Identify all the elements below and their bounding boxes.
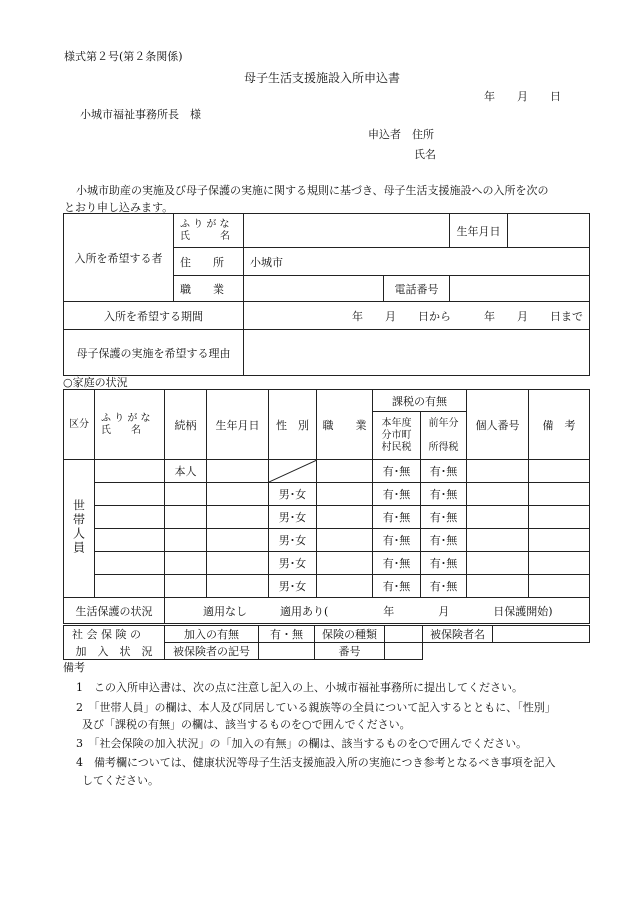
- personal-number-header: 個人番号: [467, 390, 529, 460]
- personal-number-cell[interactable]: [467, 529, 529, 552]
- applicant-address-label: 申込者 住所: [368, 128, 434, 141]
- phone-field[interactable]: [450, 276, 590, 302]
- applicant-row-label: 入所を希望する者: [64, 214, 174, 302]
- family-section-title: ○家庭の状況: [63, 376, 128, 389]
- sex-cell[interactable]: 男･女: [269, 483, 317, 506]
- furigana-header: ふ り が な 氏 名: [95, 390, 165, 460]
- note-4a: 4 備考欄については、健康状況等母子生活支援施設入所の実施につき参考となるべき事項を記入: [76, 756, 556, 769]
- note-4b: してください。: [82, 774, 159, 787]
- tax-current-cell[interactable]: 有･無: [373, 483, 421, 506]
- applicant-name-field[interactable]: [244, 214, 450, 248]
- welfare-label: 生活保護の状況: [64, 598, 165, 624]
- applicant-table: [63, 213, 590, 376]
- birthdate-cell[interactable]: [207, 460, 269, 483]
- remarks-cell[interactable]: [529, 460, 590, 483]
- relation-cell[interactable]: [165, 529, 207, 552]
- insurance-table: [63, 625, 590, 660]
- address-label: 住 所: [174, 248, 244, 276]
- personal-number-cell[interactable]: [467, 483, 529, 506]
- intro-line-2: とおり申し込みます。: [64, 201, 174, 214]
- sex-cell[interactable]: 男･女: [269, 575, 317, 598]
- tax-previous-cell[interactable]: 有･無: [421, 575, 467, 598]
- reason-label: 母子保護の実施を希望する理由: [64, 330, 244, 376]
- remarks-cell[interactable]: [529, 575, 590, 598]
- insured-symbol-field[interactable]: [259, 643, 315, 660]
- sex-header: 性 別: [269, 390, 317, 460]
- tax-previous-cell[interactable]: 有･無: [421, 529, 467, 552]
- occupation-header: 職 業: [317, 390, 373, 460]
- insurance-label-2: 加 入 状 況: [64, 643, 165, 660]
- furigana-cell[interactable]: [95, 460, 165, 483]
- personal-number-cell[interactable]: [467, 575, 529, 598]
- applicant-name-label: 氏名: [414, 148, 436, 161]
- furigana-cell[interactable]: [95, 483, 165, 506]
- address-field[interactable]: 小城市: [244, 248, 590, 276]
- occupation-label: 職 業: [174, 276, 244, 302]
- tax-group-header: 課税の有無: [373, 390, 467, 412]
- birthdate-header: 生年月日: [207, 390, 269, 460]
- addressee: 小城市福祉事務所長 様: [80, 108, 201, 121]
- birthdate-cell[interactable]: [207, 552, 269, 575]
- table-row: [64, 483, 590, 506]
- tax-previous-cell[interactable]: 有･無: [421, 483, 467, 506]
- intro-line-1: 小城市助産の実施及び母子保護の実施に関する規則に基づき、母子生活支援施設への入所を次の: [76, 184, 549, 197]
- sex-cell[interactable]: 男･女: [269, 506, 317, 529]
- occupation-cell[interactable]: [317, 460, 373, 483]
- personal-number-cell[interactable]: [467, 460, 529, 483]
- note-2b: 及び「課税の有無」の欄は、該当するものを○で囲んでください。: [82, 718, 411, 731]
- note-3: 3 「社会保険の加入状況」の「加入の有無」の欄は、該当するものを○で囲んでください。: [76, 737, 528, 750]
- insured-name-field[interactable]: [493, 626, 590, 643]
- birthdate-cell[interactable]: [207, 483, 269, 506]
- enrolled-field[interactable]: 有・無: [259, 626, 315, 643]
- furigana-cell[interactable]: [95, 575, 165, 598]
- relation-header: 続柄: [165, 390, 207, 460]
- insurance-label-1: 社 会 保 険 の: [64, 626, 165, 643]
- welfare-field[interactable]: 適用なし 適用あり( 年 月 日保護開始): [165, 598, 590, 624]
- remarks-cell[interactable]: [529, 483, 590, 506]
- tax-current-cell[interactable]: 有･無: [373, 529, 421, 552]
- tax-current-cell[interactable]: 有･無: [373, 460, 421, 483]
- sex-cell[interactable]: 男･女: [269, 529, 317, 552]
- note-1: 1 この入所申込書は、次の点に注意し記入の上、小城市福祉事務所に提出してください。: [76, 681, 523, 694]
- table-row: [64, 506, 590, 529]
- tax-current-cell[interactable]: 有･無: [373, 506, 421, 529]
- insured-symbol-label: 被保険者の記号: [165, 643, 259, 660]
- relation-cell[interactable]: [165, 575, 207, 598]
- household-label: 世帯人員: [64, 460, 95, 598]
- tax-previous-cell[interactable]: 有･無: [421, 552, 467, 575]
- relation-cell[interactable]: [165, 506, 207, 529]
- furigana-cell[interactable]: [95, 529, 165, 552]
- occupation-cell[interactable]: [317, 552, 373, 575]
- birthdate-cell[interactable]: [207, 506, 269, 529]
- insured-name-label: 被保険者名: [423, 626, 493, 643]
- table-row: [64, 529, 590, 552]
- occupation-field[interactable]: [244, 276, 384, 302]
- note-2a: 2 「世帯人員」の欄は、本人及び同居している親族等の全員について記入するとともに、「性別」: [76, 701, 556, 714]
- number-field[interactable]: [385, 643, 423, 660]
- period-field[interactable]: 年 月 日から 年 月 日まで: [244, 302, 590, 330]
- date-line: 年 月 日: [484, 90, 561, 103]
- insurance-type-field[interactable]: [385, 626, 423, 643]
- remarks-header: 備 考: [529, 390, 590, 460]
- period-label: 入所を希望する期間: [64, 302, 244, 330]
- phone-label: 電話番号: [384, 276, 450, 302]
- notes-title: 備考: [63, 661, 85, 674]
- tax-current-cell[interactable]: 有･無: [373, 575, 421, 598]
- tax-current-header: 本年度 分市町 村民税: [373, 412, 421, 460]
- form-number: 様式第２号(第２条関係): [64, 50, 183, 63]
- occupation-cell[interactable]: [317, 506, 373, 529]
- occupation-cell[interactable]: [317, 529, 373, 552]
- kubun-header: 区分: [64, 390, 95, 460]
- furigana-cell[interactable]: [95, 552, 165, 575]
- table-row: [64, 552, 590, 575]
- page-title: 母子生活支援施設入所申込書: [244, 71, 401, 85]
- sex-cell[interactable]: 男･女: [269, 552, 317, 575]
- remarks-cell[interactable]: [529, 529, 590, 552]
- furigana-name-label: ふ り が な 氏 名: [174, 214, 244, 248]
- birthdate-cell[interactable]: [207, 529, 269, 552]
- furigana-cell[interactable]: [95, 506, 165, 529]
- enrolled-label: 加入の有無: [165, 626, 259, 643]
- number-label: 番号: [315, 643, 385, 660]
- birthdate-field[interactable]: [508, 214, 590, 248]
- family-table: [63, 389, 590, 624]
- birthdate-label: 生年月日: [450, 214, 508, 248]
- occupation-cell[interactable]: [317, 483, 373, 506]
- tax-previous-header: 前年分 所得税: [421, 412, 467, 460]
- sex-cell-diagonal: [269, 460, 317, 483]
- table-row: [64, 460, 590, 483]
- occupation-cell[interactable]: [317, 575, 373, 598]
- relation-cell[interactable]: [165, 483, 207, 506]
- relation-cell[interactable]: [165, 552, 207, 575]
- remarks-cell[interactable]: [529, 552, 590, 575]
- insurance-type-label: 保険の種類: [315, 626, 385, 643]
- tax-current-cell[interactable]: 有･無: [373, 552, 421, 575]
- reason-field[interactable]: [244, 330, 590, 376]
- tax-previous-cell[interactable]: 有･無: [421, 506, 467, 529]
- personal-number-cell[interactable]: [467, 506, 529, 529]
- tax-previous-cell[interactable]: 有･無: [421, 460, 467, 483]
- remarks-cell[interactable]: [529, 506, 590, 529]
- relation-cell: 本人: [165, 460, 207, 483]
- table-row: [64, 575, 590, 598]
- birthdate-cell[interactable]: [207, 575, 269, 598]
- personal-number-cell[interactable]: [467, 552, 529, 575]
